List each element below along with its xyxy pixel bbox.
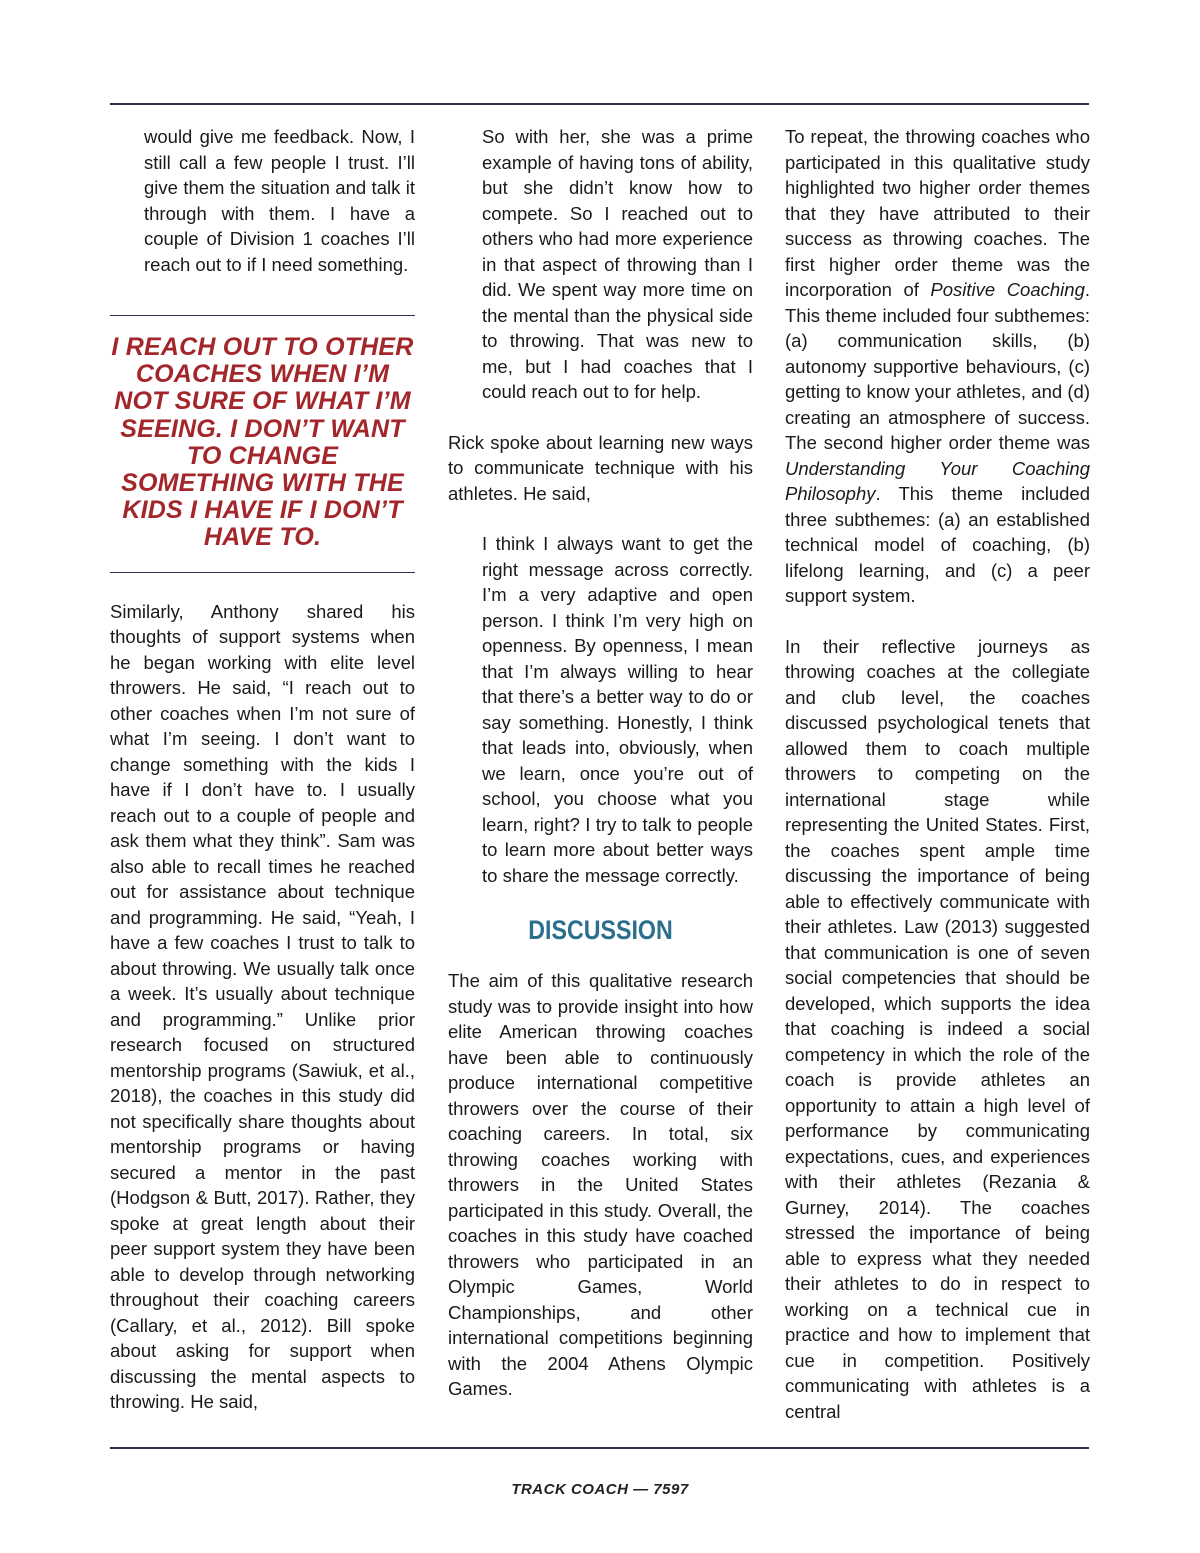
block-quote: So with her, she was a prime example of having tons of ability, but she didn’t know how to compete. So I reached out to others who had more experience in that aspect of throwing than I did. We spent way more time on the mental than the physical side to throwing. That was new to me, but I had coaches that I could reach out to for help. [482,126,753,402]
text-run: To repeat, the throwing coaches who participated in this qualitative study highlighted two higher order themes that they have attributed to their success as throwing coaches. The first higher order theme was the incorporation of [785,126,1090,300]
italic-term: Positive Coaching [930,279,1085,300]
body-paragraph: Similarly, Anthony shared his thoughts of support systems when he began working with elite level throwers. He said, “I reach out to other coaches when I’m not sure of what I’m seeing. I don’t want to change something with the kids I have if I don’t have to. I usually reach out to a couple of people and ask them what they think”. Sam was also able to recall times he reached out for assistance about technique and programming. He said, “Yeah, I have a few coaches I trust to talk to about throwing. We usually talk once a week. It’s usually about technique and programming.” Unlike prior research focused on structured mentorship programs (Sawiuk, et al., 2018), the coaches in this study did not specifically share thoughts about mentorship programs or having secured a mentor in the past (Hodgson & Butt, 2017). Rather, they spoke at great length about their peer support system they have been able to develop through networking throughout their coaching careers (Callary, et al., 2012). Bill spoke about asking for support when discussing the mental aspects to throwing. He said, [110,600,415,1413]
body-paragraph: Rick spoke about learning new ways to communicate technique with his athletes. He said, [448,431,753,504]
top-rule [110,103,1089,105]
italic-term: Understanding Your Coaching Philosophy [785,457,1090,504]
column-2 [448,124,753,1402]
pull-quote [110,315,415,573]
column-3 [785,124,1090,1424]
page-footer: TRACK COACH — 7597 [511,1481,689,1498]
body-paragraph: The aim of this qualitative research study was to provide insight into how elite American throwing coaches have been able to continuously produce international competitive throwers over the course of their coaching careers. In total, six throwing coaches working with throwers in the United States participated in this study. Overall, the coaches in this study have coached throwers who participated in an Olympic Games, World Championships, and other international competitions beginning with the 2004 Athens Olympic Games. [448,970,753,1399]
body-paragraph [785,124,1090,609]
block-quote: I think I always want to get the right message across correctly. I’m a very adaptive and open person. I think I’m very high on openness. By openness, I mean that I’m always willing to hear that there’s a better way to do or say something. Honestly, I think that leads into, obviously, when we learn, once you’re out of school, you choose what you learn, right? I try to talk to people to learn more about better ways to share the message correctly. [482,533,753,886]
bottom-rule [110,1447,1089,1449]
text-run: . This theme included three subthemes: (a) an established technical model of coaching, (b) lifelong learning, and (c) a peer support system. [785,483,1090,606]
block-quote: would give me feedback. Now, I still call a few people I trust. I’ll give them the situation and talk it through with them. I have a couple of Division 1 coaches I’ll reach out to if I need something. [144,126,415,275]
section-heading: DISCUSSION [528,915,673,945]
body-paragraph: In their reflective journeys as throwing coaches at the collegiate and club level, the coaches discussed psychological tenets that allowed them to coach multiple throwers to competing on the international stage while representing the United States. First, the coaches spent ample time discussing the importance of being able to effectively communicate with their athletes. Law (2013) suggested that communication is one of seven social competencies that should be developed, which supports the idea that coaching is indeed a social competency in which the role of the coach is provide athletes an opportunity to attain a high level of performance by communicating expectations, cues, and experiences with their athletes (Rezania & Gurney, 2014). The coaches stressed the importance of being able to express what they needed their athletes to do in respect to working on a technical cue in practice and how to implement that cue in competition. Positively communicating with athletes is a central [785,635,1090,1422]
pull-quote-text: I REACH OUT TO OTHER COACHES WHEN I’M NOT SURE OF WHAT I’M SEEING. I DON’T WANT TO CHANGE SOMETHING WITH THE KIDS I HAVE IF I DON’T HAVE TO. [111,333,414,552]
column-1 [110,124,415,1415]
text-run: . This theme included four subthemes: (a) communication skills, (b) autonomy supportive behaviours, (c) getting to know your athletes, and (d) creating an atmosphere of success. The second higher order theme was [785,279,1090,453]
